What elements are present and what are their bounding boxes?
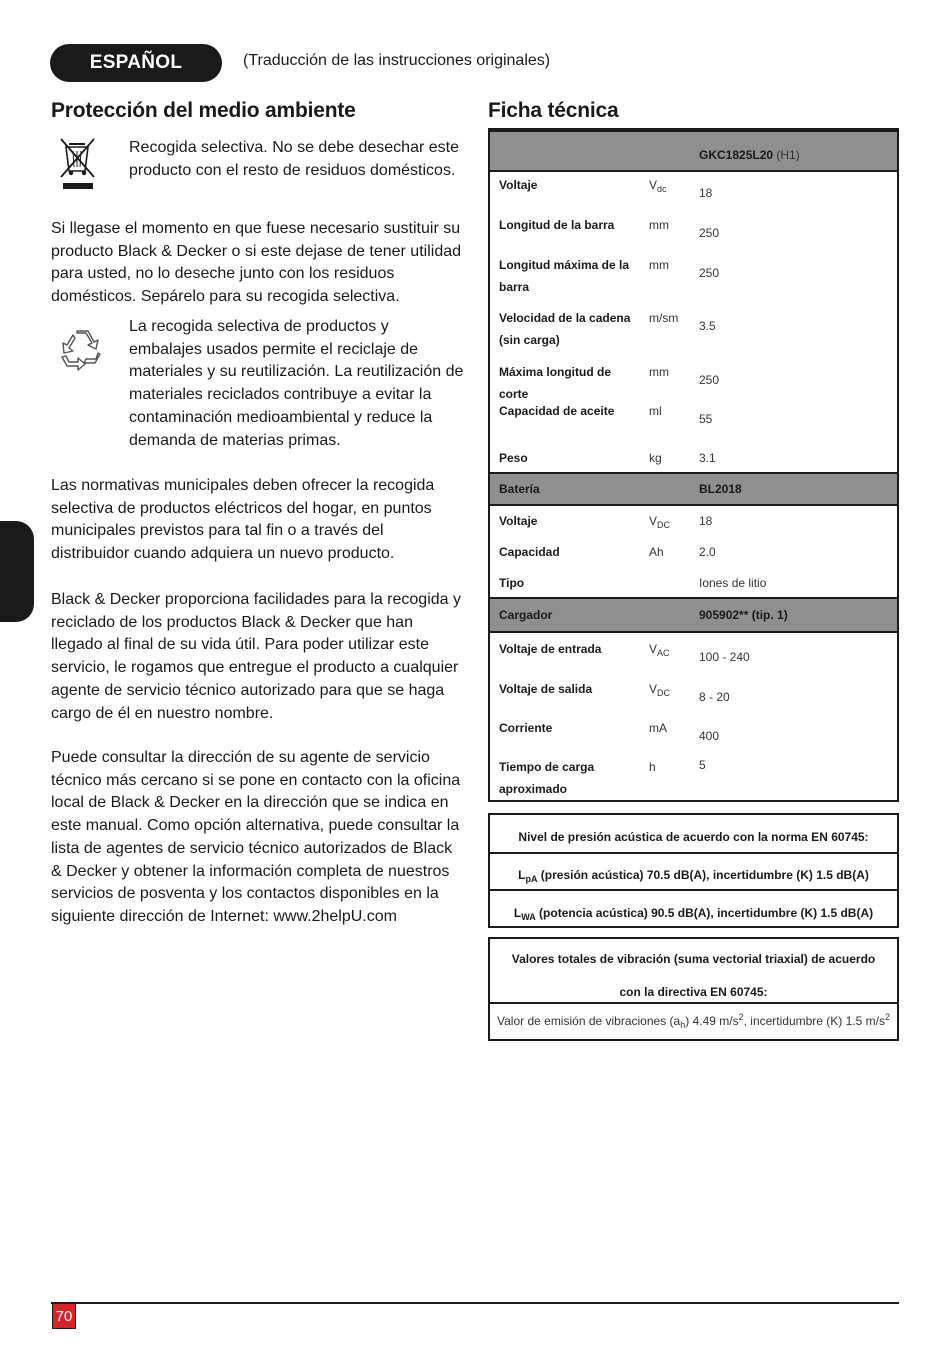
noise-box [488, 813, 899, 928]
spec-label: Tipo [499, 576, 525, 590]
spec-unit: Ah [649, 545, 664, 559]
vibration-value: Valor de emisión de vibraciones $(a_h)$ 4.49 $m/s^2$, incertidumbre (K) 1.5 $m/s^2$ [497, 1012, 890, 1030]
charger-label: Cargador [499, 608, 553, 622]
spec-unit: $V_{AC}$ [649, 642, 670, 658]
language-badge: ESPAÑOL [50, 44, 222, 82]
spec-unit: $V_{DC}$ [649, 682, 671, 698]
sound-power-line: $L_{WA}$ (potencia acústica) 90.5 dB(A), incertidumbre (K) 1.5 dB(A) [513, 906, 874, 922]
section-side-tab [0, 521, 34, 622]
spec-value: 18 [699, 186, 713, 200]
vibration-box [488, 937, 899, 1041]
charger-header-row [490, 597, 897, 633]
black-decker-collection-paragraph: Black & Decker proporciona facilidades para la recogida y reciclado de los productos Black & Decker que han llegado al final de su vida útil. Para poder utilizar este servicio, le rogamos que entregue el producto a cualquier agente de servicio técnico autorizado para que se haga cargo de él en nuestro nombre. [51, 591, 461, 722]
spec-label: Longitud de la barra [499, 218, 615, 232]
disposal-paragraph: Si llegase el momento en que fuese necesario sustituir su producto Black & Decker o si este dejase de tener utilidad para usted, no lo deseche junto con los residuos domésticos. Sepárelo para su recogida selectiva. [51, 220, 462, 306]
spec-unit: $V_{dc}$ [649, 178, 667, 194]
sound-pressure-line: $L_{pA}$ (presión acústica) 70.5 dB(A), incertidumbre (K) 1.5 dB(A) [518, 868, 869, 884]
spec-value: 3.5 [699, 319, 716, 333]
model-cell: GKC1825L20 (H1) [699, 148, 800, 162]
spec-label: Capacidad de aceite [499, 404, 615, 418]
translation-note: (Traducción de las instrucciones originales) [243, 52, 551, 69]
spec-value: 250 [699, 266, 720, 280]
spec-label: Capacidad [499, 545, 560, 559]
noise-title: Nivel de presión acústica de acuerdo con la norma EN 60745: [518, 830, 869, 844]
spec-unit: $V_{DC}$ [649, 514, 671, 530]
crossed-out-bin-icon [58, 137, 98, 191]
spec-value: 250 [699, 226, 720, 240]
vibration-title: Valores totales de vibración (suma vectorial triaxial) de acuerdo con la directiva EN 60745: [511, 952, 876, 999]
spec-table [488, 128, 899, 802]
recycle-icon [58, 327, 106, 373]
charger-model: 905902** (tip. 1) [699, 608, 788, 622]
spec-label: Voltaje de salida [499, 682, 593, 696]
spec-value: 2.0 [699, 545, 716, 559]
separate-collection-note: Recogida selectiva. No se debe desechar este producto con el resto de residuos domésticos. [129, 139, 459, 179]
spec-value: 250 [699, 373, 720, 387]
spec-label: Peso [499, 451, 528, 465]
environment-heading: Protección del medio ambiente [51, 99, 356, 122]
service-agent-paragraph: Puede consultar la dirección de su agente de servicio técnico más cercano si se pone en contacto con la oficina local de Black & Decker en la dirección que se indica en este manual. Como opción alternativa, puede consultar la lista de agentes de servicio técnico autorizados de Black & Decker y obtener la información completa de nuestros servicios de posventa y los contactos disponibles en la siguiente dirección de Internet: www.2helpU.com [51, 749, 461, 925]
footer-rule [51, 1302, 899, 1304]
spec-value: 8 - 20 [699, 690, 730, 704]
divider [490, 852, 897, 854]
spec-unit: m/sm [649, 311, 679, 325]
spec-label: Máxima longitud de corte [499, 365, 612, 401]
spec-unit: mm [649, 365, 669, 379]
battery-header-row [490, 472, 897, 506]
spec-label: Corriente [499, 721, 553, 735]
spec-unit: mm [649, 218, 669, 232]
spec-value: 55 [699, 412, 713, 426]
divider [490, 889, 897, 891]
spec-value: 100 - 240 [699, 650, 750, 664]
spec-unit: h [649, 760, 656, 774]
divider [490, 1002, 897, 1004]
recycling-paragraph: La recogida selectiva de productos y embalajes usados permite el reciclaje de materiales y su reutilización. La reutilización de materiales reciclados contribuye a evitar la contaminación medioambiental y reduce la demanda de materias primas. [129, 318, 464, 449]
spec-header-row [490, 130, 897, 172]
spec-label: Longitud máxima de la barra [499, 258, 630, 294]
spec-label: Velocidad de la cadena (sin carga) [499, 311, 631, 347]
spec-unit: mA [649, 721, 667, 735]
technical-data-heading: Ficha técnica [488, 99, 619, 122]
page-number: 70 [52, 1303, 76, 1329]
spec-value: 5 [699, 758, 706, 772]
spec-unit: mm [649, 258, 669, 272]
spec-label: Voltaje [499, 178, 538, 192]
spec-unit: ml [649, 404, 662, 418]
battery-label: Batería [499, 482, 540, 496]
spec-label: Tiempo de carga aproximado [499, 760, 595, 796]
spec-value: 3.1 [699, 451, 716, 465]
spec-value: Iones de litio [699, 576, 767, 590]
spec-value: 400 [699, 729, 720, 743]
spec-label: Voltaje [499, 514, 538, 528]
spec-label: Voltaje de entrada [499, 642, 602, 656]
battery-model: BL2018 [699, 482, 742, 496]
spec-unit: kg [649, 451, 662, 465]
spec-value: 18 [699, 514, 713, 528]
municipal-paragraph: Las normativas municipales deben ofrecer la recogida selectiva de productos eléctricos del hogar, en puntos municipales previstos para tal fin o a través del distribuidor cuando adquiera un nuevo producto. [51, 477, 435, 563]
